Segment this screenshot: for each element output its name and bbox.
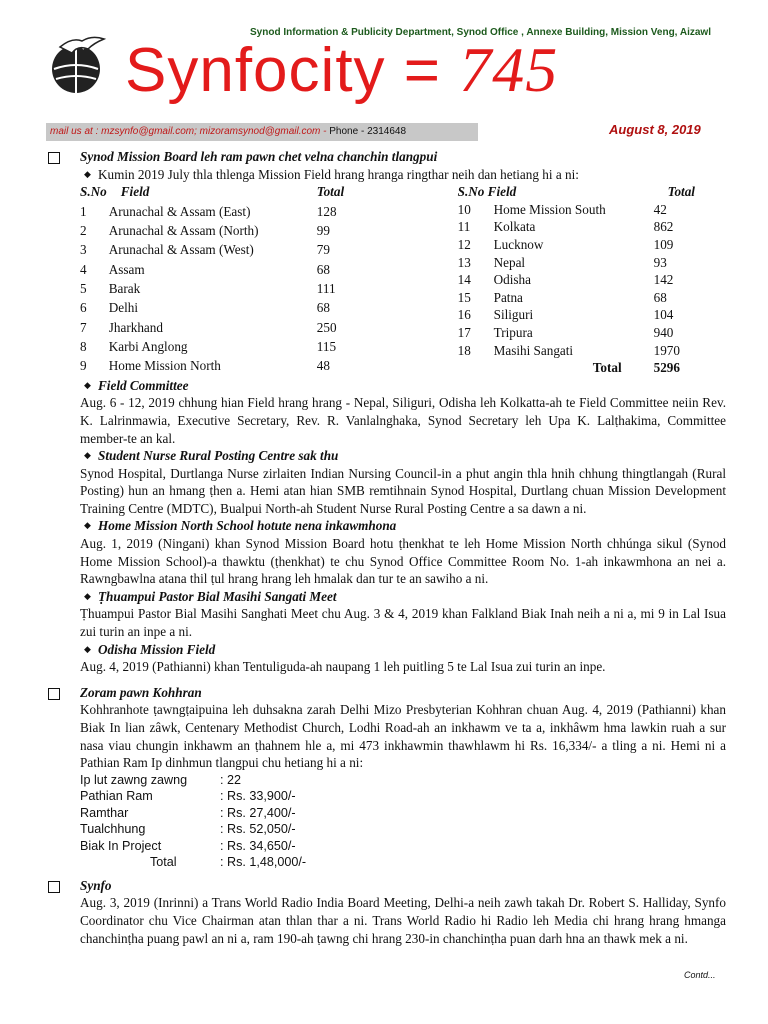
offering-label: Biak In Project [80, 838, 162, 853]
row-field: Tripura [493, 324, 533, 340]
bullet-field-committee: ◆ Field Committee [84, 377, 189, 393]
contact-bar [46, 123, 478, 141]
table-row [458, 218, 726, 236]
offering-label: Ip lut zawng zawng [80, 772, 188, 787]
row-number: 3 [80, 242, 87, 258]
row-number: 18 [457, 342, 471, 358]
row-number: 6 [80, 300, 87, 316]
row-number: 5 [80, 280, 87, 296]
checkbox-square-icon [48, 688, 60, 700]
offering-value: : Rs. 52,050/- [220, 822, 296, 837]
total-row: Total 5296 [592, 360, 680, 376]
offering-row [80, 772, 726, 789]
offering-value: : Rs. 33,900/- [220, 789, 296, 804]
row-field: Assam [108, 261, 145, 277]
table-row [458, 306, 726, 324]
offering-row [80, 821, 726, 838]
row-field: Patna [493, 289, 523, 305]
offering-row [80, 838, 726, 855]
title-text: Synfocity = [125, 36, 460, 105]
row-total: 111 [316, 280, 336, 296]
paragraph-synfo: Aug. 3, 2019 (Inrinni) a Trans World Radio India Board Meeting, Delhi-a neih zawh takah Dr. Robert S. Halliday, Synfo Coordinator chu Vice Chairman atan thlan thar a ni. Trans World Radio hi Radio leh Media chi hrang hrang hmanga chanchinṭha puang pawl an ni a, ram 190-ah ṭawng chi hrang 230-in chanchinṭha puan darh hna an thawk mek a ni. [80, 895, 726, 946]
row-field: Kolkata [493, 219, 536, 235]
field-table-left [80, 183, 478, 377]
row-field: Masihi Sangati [493, 342, 574, 358]
synod-logo-icon [46, 33, 110, 97]
checkbox-square-icon [48, 881, 60, 893]
row-number: 17 [457, 324, 471, 340]
section-heading-kohhran: Zoram pawn Kohhran [56, 684, 726, 702]
table-row [80, 319, 478, 338]
table-row [80, 203, 478, 222]
diamond-bullet-icon: ◆ [84, 168, 91, 179]
offering-list [80, 772, 726, 871]
row-total: 115 [316, 338, 337, 354]
row-number: 15 [457, 289, 471, 305]
row-field: Home Mission South [493, 201, 606, 217]
offering-total-row: Total : Rs. 1,48,000/- [150, 855, 307, 870]
checkbox-square-icon [48, 152, 60, 164]
row-field: Jharkhand [108, 319, 163, 335]
row-number: 9 [80, 358, 87, 374]
issue-date: August 8, 2019 [609, 122, 701, 137]
diamond-bullet-icon: ◆ [84, 643, 91, 654]
bullet-nurse-posting: ◆ Student Nurse Rural Posting Centre sak thu [84, 448, 339, 464]
row-field: Lucknow [493, 236, 544, 252]
row-total: 250 [316, 319, 337, 335]
department-line: Synod Information & Publicity Department, Synod Office , Annexe Building, Mission Veng, Aizawl [250, 27, 711, 38]
row-total: 142 [653, 272, 674, 288]
table-row [458, 254, 726, 272]
table-header: S.No Field Total [80, 184, 345, 200]
field-tables [56, 183, 726, 377]
row-total: 79 [316, 242, 330, 258]
row-total: 128 [316, 203, 337, 219]
row-total: 1970 [653, 342, 680, 358]
table-row [80, 222, 478, 241]
bullet-intro: ◆ Kumin 2019 July thla thlenga Mission Field hrang hranga ringthar neih dan hetiang hi a ni: [84, 166, 579, 182]
mail-label: mail us at [50, 126, 93, 137]
row-total: 48 [316, 358, 330, 374]
row-total: 93 [653, 254, 667, 270]
row-total: 104 [653, 307, 674, 323]
row-field: Karbi Anglong [108, 338, 188, 354]
offering-row [80, 805, 726, 822]
row-total: 99 [316, 222, 330, 238]
field-table-right [458, 183, 726, 377]
row-number: 11 [457, 219, 471, 235]
table-row [458, 342, 726, 360]
bullet-thuampui: ◆ Ṭhuampui Pastor Bial Masihi Sangati Meet [84, 588, 337, 604]
newsletter-title [125, 34, 559, 105]
row-number: 7 [80, 319, 87, 335]
row-field: Delhi [108, 300, 139, 316]
row-field: Arunachal & Assam (West) [108, 242, 254, 258]
row-field: Home Mission North [108, 358, 221, 374]
row-number: 13 [457, 254, 471, 270]
section-heading-synfo: Synfo [56, 877, 726, 895]
paragraph-odisha: Aug. 4, 2019 (Pathianni) khan Tentuliguda-ah naupang 1 leh puitling 5 te Lal Isua zui turin an inpe. [80, 659, 606, 675]
paragraph-home-mission: Aug. 1, 2019 (Ningani) khan Synod Mission Board hotu ṭhenkhat te leh Home Mission North chhúnga sikul (Synod Home Mission School)-a thawktu (ṭhenkhat) te chu Synod Office Committee Room No. 1-ah inkawmhona an nei a. Rawngbawlna atana thil ṭul hrang hrang leh hmalak dan tur te an sawiho a ni. [80, 536, 726, 587]
table-row [458, 236, 726, 254]
offering-row [80, 788, 726, 805]
row-total: 68 [316, 261, 330, 277]
row-total: 68 [653, 289, 667, 305]
row-number: 14 [457, 272, 471, 288]
row-number: 1 [80, 203, 87, 219]
offering-label: Tualchhung [80, 822, 146, 837]
table-row [458, 271, 726, 289]
diamond-bullet-icon: ◆ [84, 450, 91, 461]
table-header: S.No Field Total [457, 184, 695, 200]
row-total: 940 [653, 324, 674, 340]
diamond-bullet-icon: ◆ [84, 590, 91, 601]
row-number: 12 [457, 236, 471, 252]
row-number: 4 [80, 261, 87, 277]
issue-number: 745 [459, 34, 559, 105]
row-total: 862 [653, 219, 674, 235]
row-field: Arunachal & Assam (East) [108, 203, 251, 219]
offering-label: Ramthar [80, 805, 129, 820]
row-number: 8 [80, 338, 87, 354]
offering-value: : 22 [220, 772, 242, 787]
table-row [80, 280, 478, 299]
diamond-bullet-icon: ◆ [84, 520, 91, 531]
row-field: Arunachal & Assam (North) [108, 222, 259, 238]
paragraph-nurse-posting: Synod Hospital, Durtlanga Nurse zirlaiten Indian Nursing Council-in a phut angin thla hnih chhung thingtlangah (Rural Posting) hun an hmang ṭhen a. Hemi atan hian SMB remtihnain Synod Hospital, Durtlang chuan Mission Development Training Centre (MDTC), Bualpui North-ah Student Nurse Rural Posting Centre a sa dawn a ni. [80, 465, 726, 516]
table-row [80, 261, 478, 280]
offering-label: Pathian Ram [80, 789, 153, 804]
table-row [80, 338, 478, 357]
row-field: Siliguri [493, 307, 534, 323]
email-addresses: : mzsynfo@gmail.com; mizoramsynod@gmail.com - [92, 126, 330, 137]
row-field: Odisha [493, 272, 531, 288]
table-row [458, 201, 726, 219]
row-total: 42 [653, 201, 667, 217]
row-field: Nepal [493, 254, 526, 270]
row-number: 10 [457, 201, 471, 217]
offering-value: : Rs. 34,650/- [220, 838, 296, 853]
bullet-odisha: ◆ Odisha Mission Field [84, 641, 216, 657]
row-number: 16 [457, 307, 471, 323]
row-total: 68 [316, 300, 330, 316]
paragraph-field-committee: Aug. 6 - 12, 2019 chhung hian Field hrang hrang - Nepal, Siliguri, Odisha leh Kolkatta-ah te Field Committee neiin Rev. K. Lalrinmawia, Executive Secretary, Rev. R. Vanlalnghaka, Synod Secretary leh Upa K. Lalṭhakima, Committee member-te an kal. [80, 395, 726, 446]
table-row [80, 299, 478, 318]
table-row [80, 357, 478, 376]
section-heading-mission: Synod Mission Board leh ram pawn chet velna chanchin tlangpui [56, 148, 726, 166]
row-field: Barak [108, 280, 141, 296]
diamond-bullet-icon: ◆ [84, 379, 91, 390]
paragraph-thuampui: Ṭhuampui Pastor Bial Masihi Sanghati Meet chu Aug. 3 & 4, 2019 khan Falkland Biak Inah neih a ni a, mi 9 in Lal Isua zui turin an inpe a ni. [80, 606, 726, 640]
row-total: 109 [653, 236, 674, 252]
paragraph-kohhran: Kohhranhote ṭawngṭaipuina leh duhsakna zarah Delhi Mizo Presbyterian Kohhran chuan Aug. 4, 2019 (Pathianni) khan Biak In lian zâwk, Centenary Methodist Church, Lodhi Road-ah an inkhawm ve ta a, inkhâwm hma lawkin ruah a sur nasa viau chungin inkhawm an ṭhahnem hle a, mi 473 inkhawmin thawhlawm hi Rs. 16,334/- a tling a ni. Hemi ni a Pathian Ram Ip dinhmun tlangpui chu hetiang hi a ni: [80, 702, 726, 771]
table-row [458, 324, 726, 342]
bullet-home-mission: ◆ Home Mission North School hotute nena inkawmhona [84, 518, 397, 534]
table-row [458, 289, 726, 307]
table-row [80, 241, 478, 260]
offering-value: : Rs. 27,400/- [220, 805, 296, 820]
row-number: 2 [80, 222, 87, 238]
newsletter-body [56, 148, 726, 947]
phone-number: Phone - 2314648 [329, 126, 406, 137]
continued-note: Contd... [684, 970, 716, 980]
